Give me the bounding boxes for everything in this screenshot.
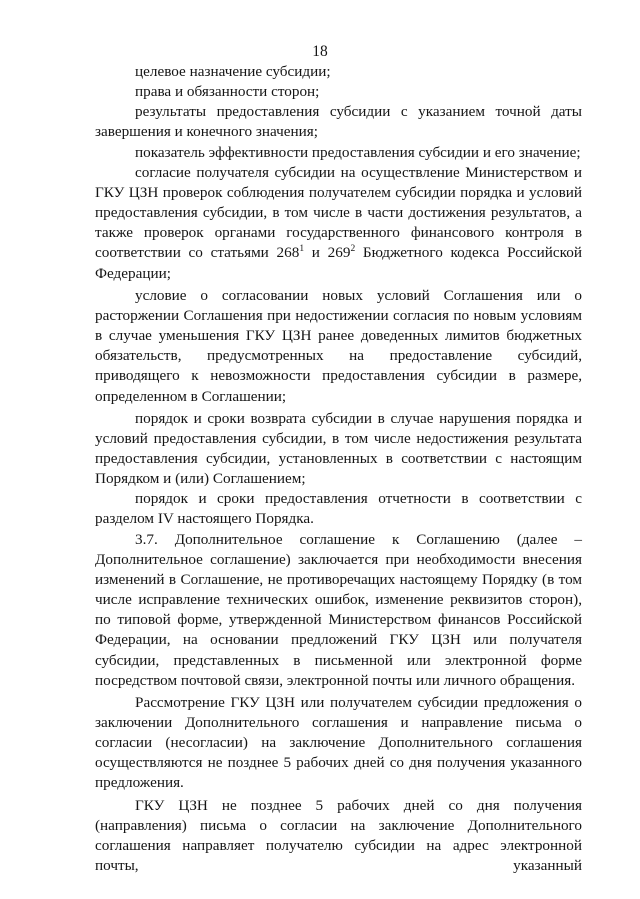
paragraph-subsidy-purpose: целевое назначение субсидии; [135,63,331,80]
paragraph-reporting: порядок и сроки предоставления отчетности в соответствии с разделом IV настоящего Порядка. [95,490,582,528]
paragraph-new-conditions: условие о согласовании новых условий Соглашения или о расторжении Соглашения при недостижении согласия по новым условиям в случае уменьшения ГКУ ЦЗН ранее доведенных лимитов бюджетных обязательств, предусмотренных на предоставление субсидий, приводящего к невозможности предоставления субсидии в размере, определенном в Соглашении; [95,286,582,405]
paragraph-proposal-review: Рассмотрение ГКУ ЦЗН или получателем субсидии предложения о заключении Дополнительного соглашения и направление письма о согласии (несогласии) на заключение Дополнительного соглашения осуществляются не позднее 5 рабочих дней со дня получения указанного предложения. [95,693,582,792]
consent-text-middle: и 269 [304,244,351,262]
footnote-superscript-1: 1 [299,244,305,255]
paragraph-refund-procedure: порядок и сроки возврата субсидии в случае нарушения порядка и условий предоставления субсидии, в том числе недостижения результата предоставления субсидии, установленных в соответствии с настоящим Порядком и (или) Соглашением; [95,409,582,488]
footnote-superscript-2: 2 [350,244,356,255]
paragraph-party-rights: права и обязанности сторон; [135,83,320,101]
page-number: 18 [312,43,328,60]
document-body [95,62,582,876]
consent-text-before: согласие получателя субсидии на осуществление Министерством и ГКУ ЦЗН проверок соблюдения получателем субсидии порядка и условий предоставления субсидии, в том числе в части достижения результатов, а также проверок органами государственного финансового контроля в соответствии со статьями 268 [95,163,582,262]
paragraph-inspection-consent [95,163,582,284]
consent-text-after: Бюджетного кодекса Российской Федерации; [95,244,582,282]
paragraph-notification: ГКУ ЦЗН не позднее 5 рабочих дней со дня получения (направления) письма о согласии на заключение Дополнительного соглашения направляет получателю субсидии на адрес электронной почты, указанный [95,796,582,875]
paragraph-3-7-additional-agreement: 3.7. Дополнительное соглашение к Соглашению (далее – Дополнительное соглашение) заключается при необходимости внесения изменений в Соглашение, не противоречащих настоящему Порядку (в том числе исправление технических ошибок, изменение реквизитов сторон), по типовой форме, утвержденной Министерством финансов Российской Федерации, на основании предложений ГКУ ЦЗН или получателя субсидии, представленных в письменной или электронной форме посредством почтовой связи, электронной почты или личного обращения. [95,530,582,689]
paragraph-results: результаты предоставления субсидии с указанием точной даты завершения и конечного значения; [95,103,582,141]
paragraph-efficiency-indicator: показатель эффективности предоставления субсидии и его значение; [135,143,581,161]
